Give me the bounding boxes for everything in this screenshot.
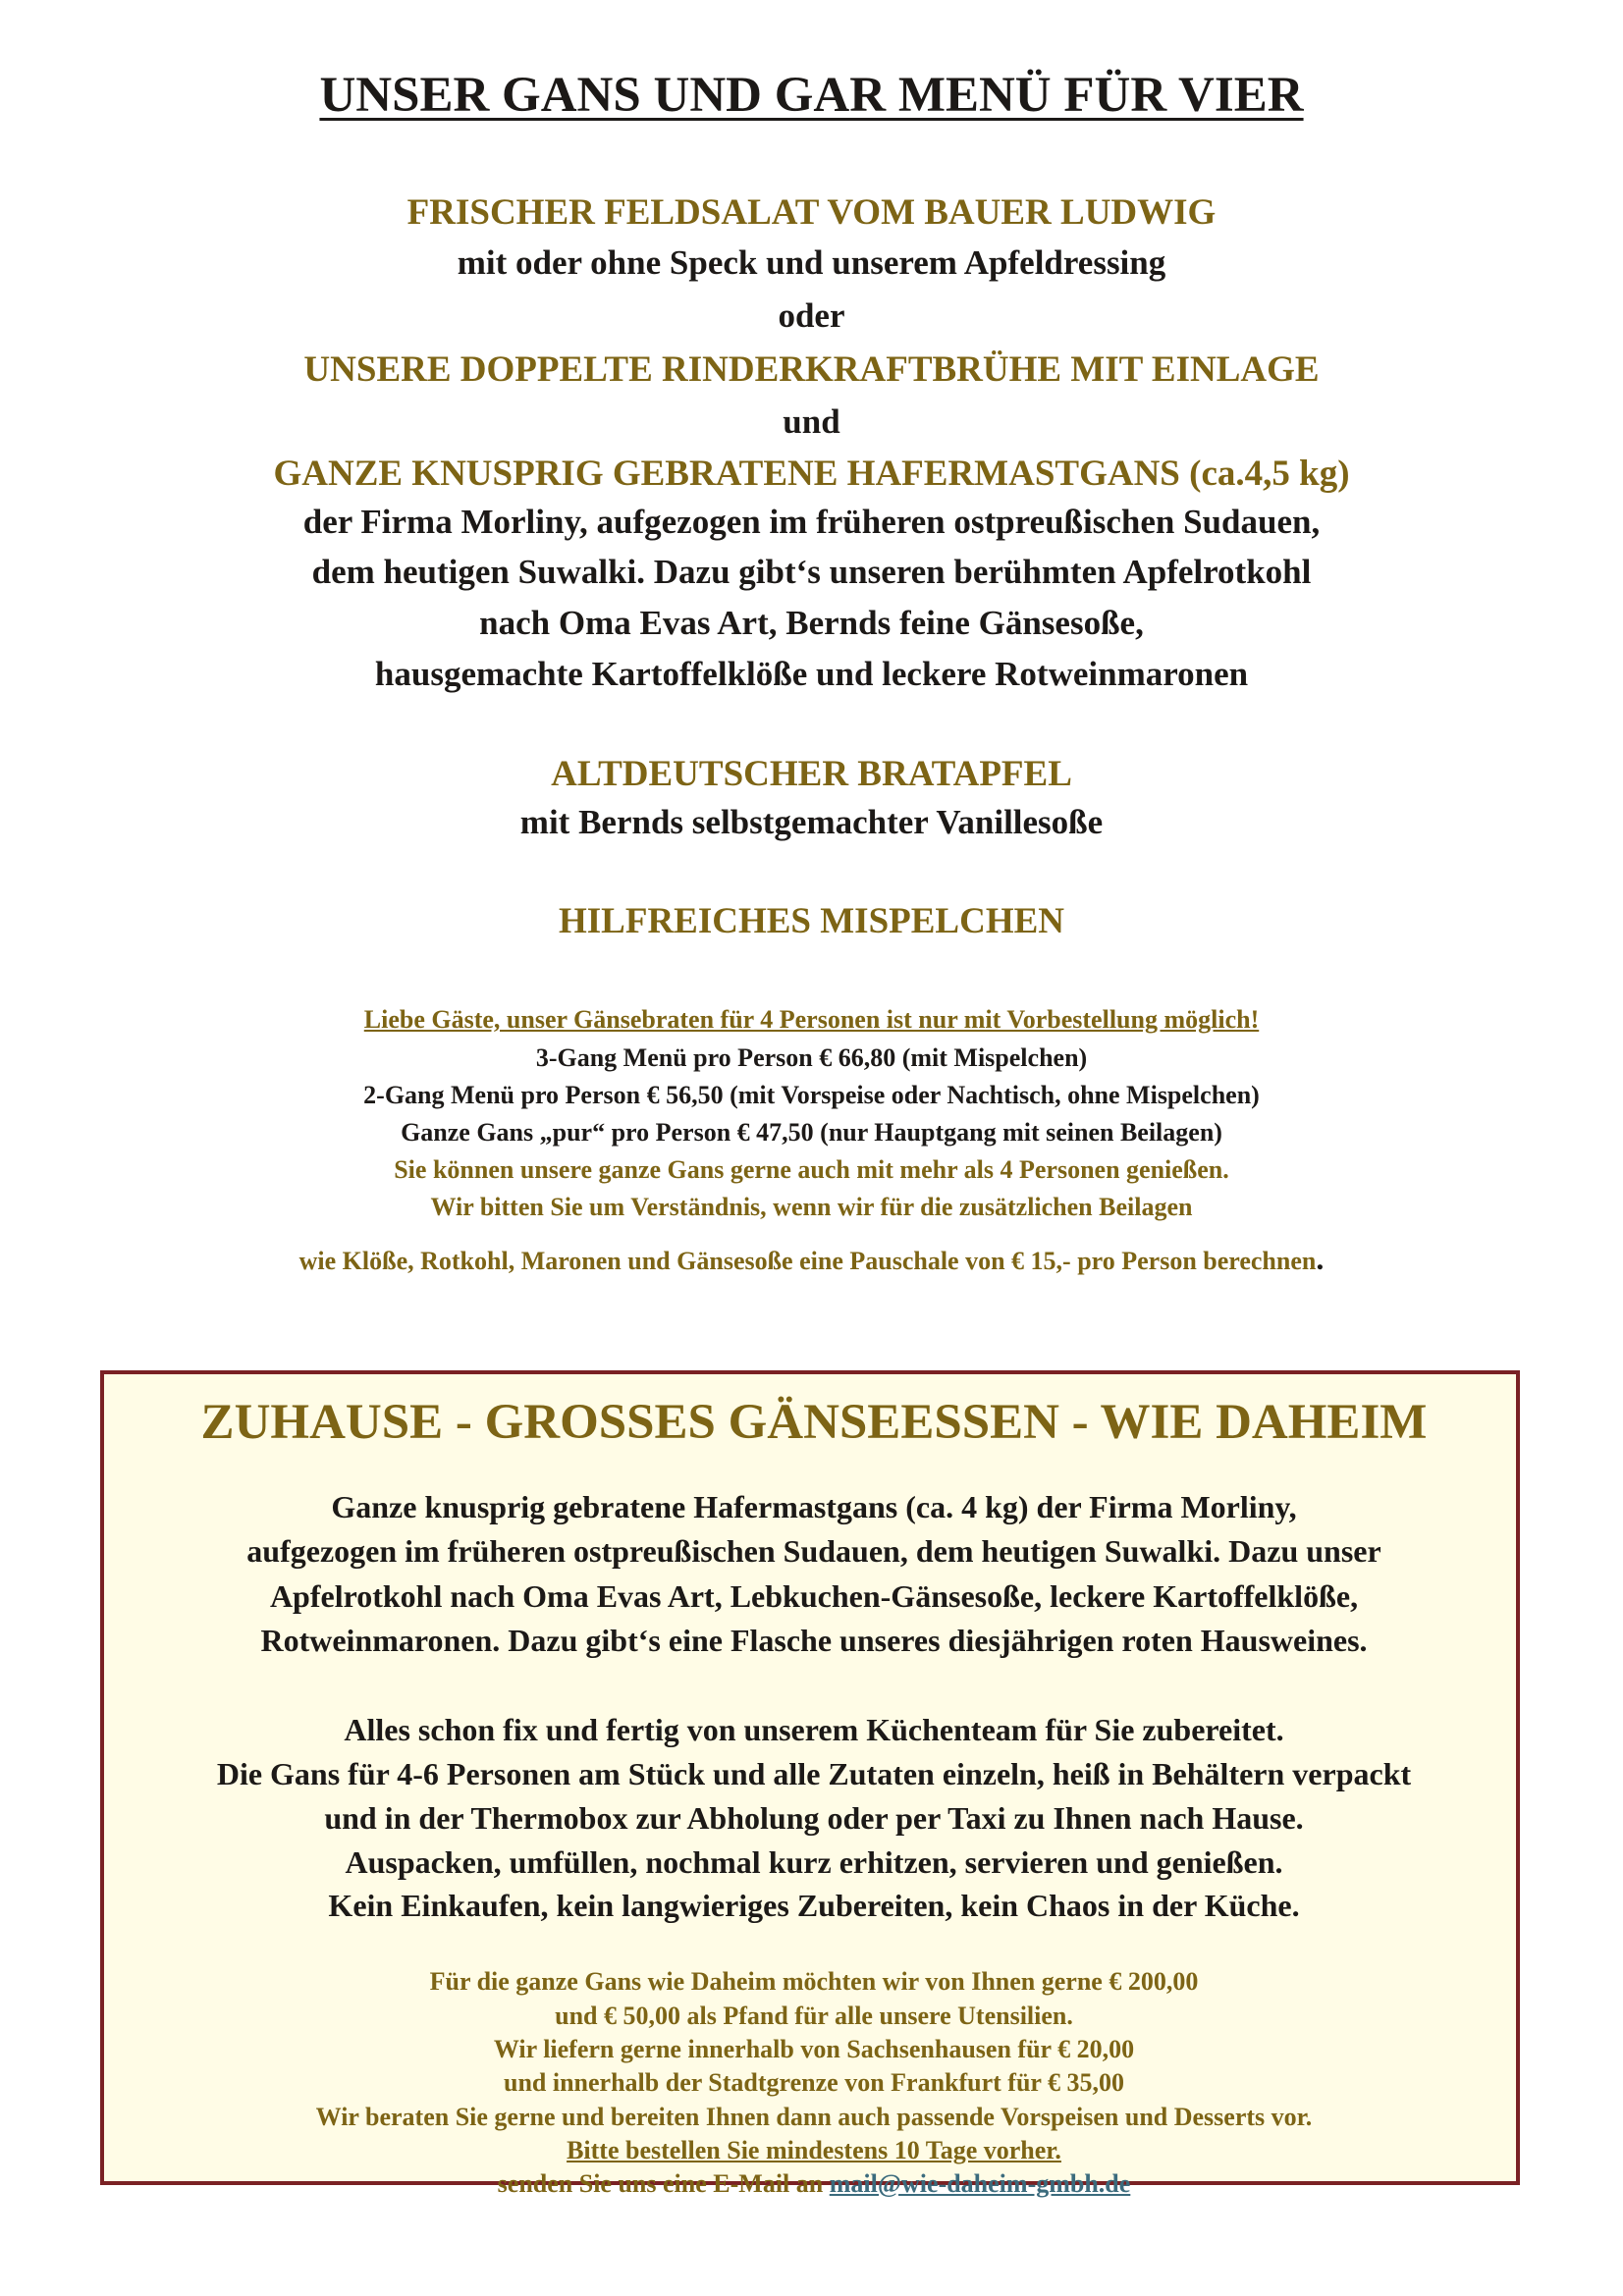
- box-note-line: und innerhalb der Stadtgrenze von Frankfurt für € 35,00: [503, 2068, 1124, 2097]
- box-para2-line: Kein Einkaufen, kein langwieriges Zubereiten, kein Chaos in der Küche.: [328, 1888, 1300, 1923]
- dessert-title: ALTDEUTSCHER BRATAPFEL: [551, 754, 1072, 794]
- box-note-line: und € 50,00 als Pfand für alle unsere Utensilien.: [555, 2002, 1073, 2030]
- main-title: GANZE KNUSPRIG GEBRATENE HAFERMASTGANS (ca.4,5 kg): [273, 454, 1350, 494]
- box-note-line: Wir liefern gerne innerhalb von Sachsenhausen für € 20,00: [493, 2035, 1135, 2063]
- box-para1-line: Apfelrotkohl nach Oma Evas Art, Lebkuchen-Gänsesoße, leckere Kartoffelklöße,: [269, 1578, 1359, 1614]
- email-line: [104, 2169, 1524, 2199]
- extra-info-line: [0, 1241, 1623, 1277]
- dessert-desc: mit Bernds selbstgemachter Vanillesoße: [519, 803, 1104, 841]
- main-desc-line: hausgemachte Kartoffelklöße und leckere Rotweinmaronen: [374, 655, 1249, 693]
- price-line: 2-Gang Menü pro Person € 56,50 (mit Vorspeise oder Nachtisch, ohne Mispelchen): [363, 1081, 1260, 1109]
- main-desc-line: nach Oma Evas Art, Bernds feine Gänsesoße,: [479, 604, 1144, 642]
- extra-info-text: wie Klöße, Rotkohl, Maronen und Gänsesoße eine Pauschale von € 15,- pro Person berechnen: [298, 1247, 1317, 1275]
- connector-or: oder: [778, 296, 845, 335]
- box-note-line: Wir beraten Sie gerne und bereiten Ihnen dann auch passende Vorspeisen und Desserts vor.: [315, 2103, 1313, 2131]
- box-title: ZUHAUSE - GROSSES GÄNSEESSEN - WIE DAHEIM: [200, 1395, 1428, 1450]
- box-para1-line: Rotweinmaronen. Dazu gibt‘s eine Flasche unseres diesjährigen roten Hausweines.: [260, 1623, 1368, 1658]
- email-prefix: senden Sie uns eine E-Mail an: [497, 2169, 830, 2198]
- box-para1-line: Ganze knusprig gebratene Hafermastgans (ca. 4 kg) der Firma Morliny,: [331, 1489, 1297, 1524]
- order-notice: Bitte bestellen Sie mindestens 10 Tage vorher.: [567, 2136, 1061, 2164]
- connector-and: und: [783, 402, 840, 441]
- box-para1-line: aufgezogen im früheren ostpreußischen Sudauen, dem heutigen Suwalki. Dazu unser: [246, 1533, 1381, 1569]
- box-para2-line: und in der Thermobox zur Abholung oder per Taxi zu Ihnen nach Hause.: [324, 1800, 1304, 1836]
- box-para2-line: Alles schon fix und fertig von unserem Küchenteam für Sie zubereitet.: [344, 1712, 1284, 1747]
- price-line: 3-Gang Menü pro Person € 66,80 (mit Mispelchen): [535, 1043, 1088, 1072]
- box-para2-line: Auspacken, umfüllen, nochmal kurz erhitzen, servieren und genießen.: [345, 1844, 1283, 1880]
- extra-info-line: Wir bitten Sie um Verständnis, wenn wir für die zusätzlichen Beilagen: [430, 1193, 1193, 1221]
- digestif-title: HILFREICHES MISPELCHEN: [558, 901, 1065, 941]
- box-para2-line: Die Gans für 4-6 Personen am Stück und alle Zutaten einzeln, heiß in Behältern verpackt: [216, 1756, 1412, 1791]
- box-note-line: Für die ganze Gans wie Daheim möchten wir von Ihnen gerne € 200,00: [429, 1967, 1199, 1996]
- main-desc-line: dem heutigen Suwalki. Dazu gibt‘s unseren berühmten Apfelrotkohl: [311, 553, 1312, 591]
- page-title: UNSER GANS UND GAR MENÜ FÜR VIER: [319, 68, 1304, 123]
- starter1-desc: mit oder ohne Speck und unserem Apfeldressing: [457, 243, 1166, 282]
- preorder-notice: Liebe Gäste, unser Gänsebraten für 4 Personen ist nur mit Vorbestellung möglich!: [363, 1005, 1260, 1034]
- extra-info-line: Sie können unsere ganze Gans gerne auch mit mehr als 4 Personen genießen.: [394, 1155, 1229, 1184]
- extra-info-period: .: [1316, 1241, 1325, 1276]
- email-link[interactable]: mail@wie-daheim-gmbh.de: [829, 2169, 1131, 2198]
- starter1-title: FRISCHER FELDSALAT VOM BAUER LUDWIG: [406, 192, 1217, 233]
- main-desc-line: der Firma Morliny, aufgezogen im früheren ostpreußischen Sudauen,: [302, 503, 1321, 541]
- price-line: Ganze Gans „pur“ pro Person € 47,50 (nur Hauptgang mit seinen Beilagen): [401, 1118, 1222, 1147]
- delivery-box: [100, 1370, 1520, 2198]
- starter2-title: UNSERE DOPPELTE RINDERKRAFTBRÜHE MIT EINLAGE: [303, 349, 1320, 390]
